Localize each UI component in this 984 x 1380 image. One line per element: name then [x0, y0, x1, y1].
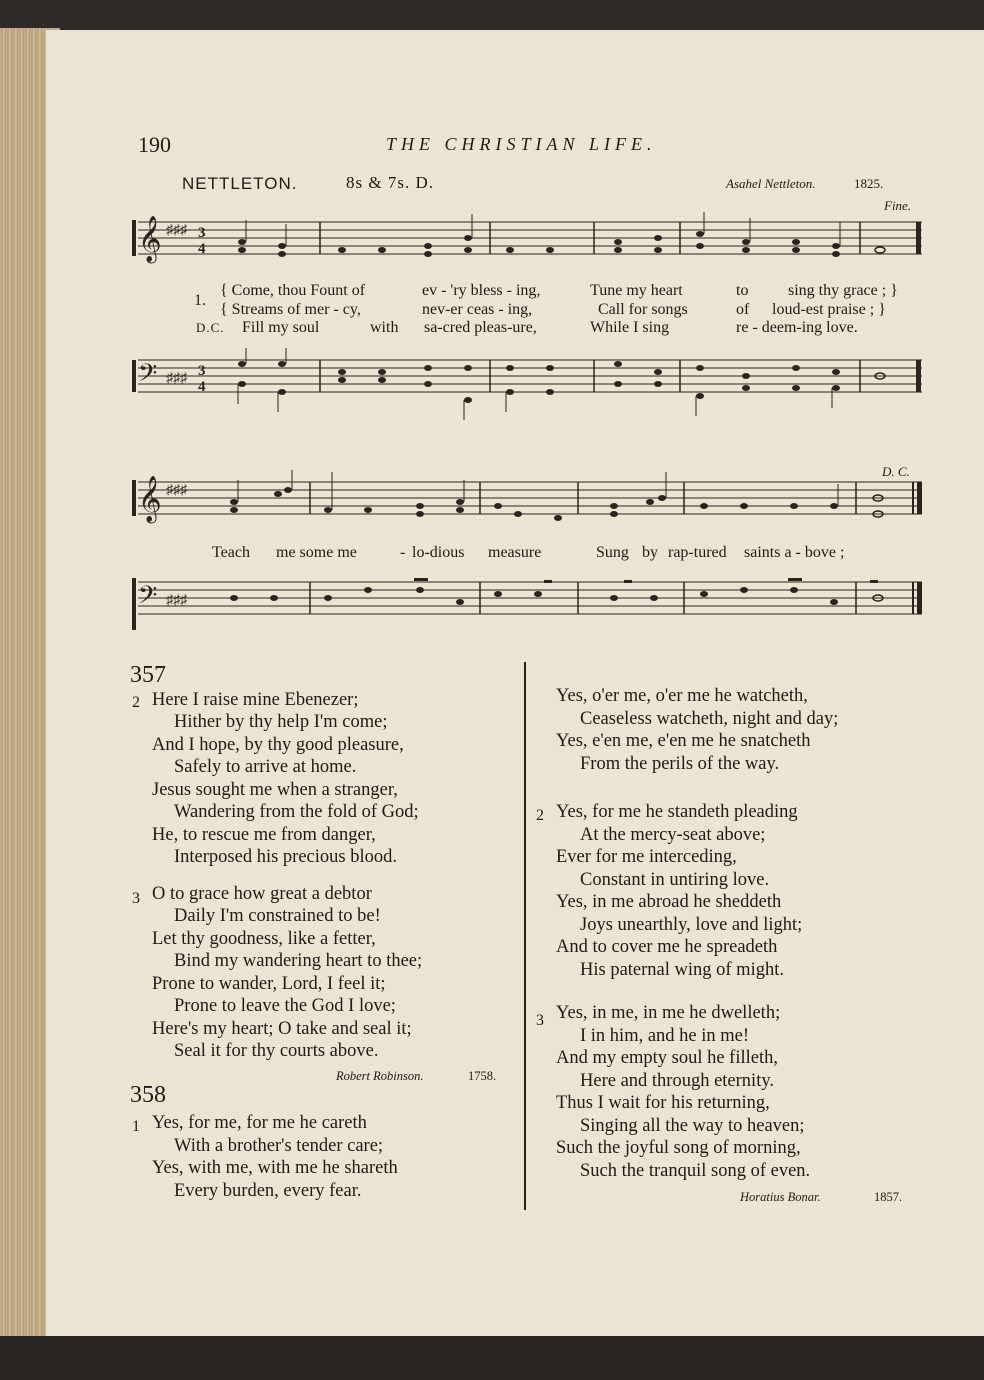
poem-line: Yes, for me he standeth pleading [556, 802, 798, 822]
poem-line: Hither by thy help I'm come; [174, 712, 388, 732]
poem-line: Seal it for thy courts above. [174, 1041, 379, 1061]
author-attribution: Robert Robinson. [336, 1069, 424, 1083]
poem-line: Prone to leave the God I love; [174, 996, 396, 1016]
lyric-syllable: loud-est praise ; } [772, 301, 886, 318]
poem-line: I in him, and he in me! [580, 1026, 750, 1046]
poem-line: O to grace how great a debtor [152, 884, 372, 904]
poem-line: Every burden, every fear. [174, 1181, 362, 1201]
lyric-syllable: - [400, 544, 406, 561]
lyric-syllable: Fill my soul [242, 319, 320, 336]
page-number: 190 [138, 132, 171, 157]
poem-line: And to cover me he spreadeth [556, 937, 778, 957]
poem-line: Such the joyful song of morning, [556, 1138, 801, 1158]
svg-text:3: 3 [198, 363, 206, 379]
bass-staff-system-1 [132, 348, 928, 422]
poem-line: From the perils of the way. [580, 754, 780, 774]
svg-text:♯♯♯: ♯♯♯ [166, 593, 187, 608]
poem-line: Such the tranquil song of even. [580, 1161, 811, 1181]
poem-line: At the mercy-seat above; [580, 825, 766, 845]
poem-line: Constant in untiring love. [580, 870, 770, 890]
lyric-syllable: measure [488, 544, 542, 561]
poem-line: Here I raise mine Ebenezer; [152, 690, 359, 710]
author-year: 1758. [468, 1069, 497, 1083]
lyric-syllable: rap-tured [668, 544, 727, 561]
poem-line: Let thy goodness, like a fetter, [152, 929, 376, 949]
book-cover-bottom [0, 1336, 984, 1380]
poem-line: Prone to wander, Lord, I feel it; [152, 974, 386, 994]
bass-staff-system-2 [132, 570, 928, 632]
stanza-number: 2 [132, 694, 140, 711]
lyric-syllable: { Come, thou Fount of [220, 282, 366, 299]
svg-text:♯♯♯: ♯♯♯ [166, 223, 187, 238]
dc-label: D.C. [196, 320, 225, 335]
poem-line: Singing all the way to heaven; [580, 1116, 805, 1136]
poem-line: Here's my heart; O take and seal it; [152, 1019, 412, 1039]
poem-line: Jesus sought me when a stranger, [152, 780, 398, 800]
lyric-syllable: Call for songs [598, 301, 688, 318]
verse-number: 1. [194, 292, 206, 309]
lyric-syllable: of [736, 301, 750, 318]
poem-line: Yes, in me abroad he sheddeth [556, 892, 782, 912]
poem-line: With a brother's tender care; [174, 1136, 384, 1156]
poem-line: Ever for me interceding, [556, 847, 737, 867]
lyric-syllable: re - deem-ing love. [736, 319, 858, 336]
poem-line: Interposed his precious blood. [174, 847, 397, 867]
lyric-syllable: sing thy grace ; } [788, 282, 898, 299]
book-page [46, 30, 984, 1340]
poem-line: His paternal wing of might. [580, 960, 784, 980]
treble-staff-system-1 [132, 210, 928, 266]
lyric-syllable: lo-dious [412, 544, 465, 561]
poem-line: Joys unearthly, love and light; [580, 915, 803, 935]
tune-meter: 8s & 7s. D. [346, 173, 434, 192]
svg-text:𝄢: 𝄢 [138, 359, 158, 394]
lyric-syllable: nev-er ceas - ing, [422, 301, 533, 318]
lyric-syllable: Teach [212, 544, 250, 561]
book-cover-top [0, 0, 984, 34]
poem-line: Ceaseless watcheth, night and day; [580, 709, 839, 729]
svg-text:4: 4 [198, 379, 206, 395]
stanza-number: 3 [132, 890, 140, 907]
author-attribution: Horatius Bonar. [740, 1190, 821, 1204]
svg-text:𝄞: 𝄞 [138, 216, 162, 262]
poem-line: Safely to arrive at home. [174, 757, 357, 777]
stanza-number: 1 [132, 1118, 140, 1135]
poem-line: Yes, in me, in me he dwelleth; [556, 1003, 781, 1023]
lyric-syllable: with [370, 319, 399, 336]
poem-line: He, to rescue me from danger, [152, 825, 376, 845]
dc-mark: D. C. [882, 464, 910, 479]
svg-text:♯♯♯: ♯♯♯ [166, 483, 187, 498]
lyric-syllable: by [642, 544, 658, 561]
poem-line: And my empty soul he filleth, [556, 1048, 778, 1068]
hymn-number-357: 357 [130, 662, 166, 688]
poem-line: Yes, e'en me, e'en me he snatcheth [556, 731, 811, 751]
svg-text:𝄢: 𝄢 [138, 581, 158, 616]
poem-line: And I hope, by thy good pleasure, [152, 735, 404, 755]
poem-line: Daily I'm constrained to be! [174, 906, 381, 926]
poem-line: Wandering from the fold of God; [174, 802, 419, 822]
lyric-syllable: sa-cred pleas-ure, [424, 319, 537, 336]
lyric-syllable: saints a - bove ; [744, 544, 845, 561]
svg-text:4: 4 [198, 241, 206, 257]
poem-line: Yes, with me, with me he shareth [152, 1158, 398, 1178]
svg-text:𝄞: 𝄞 [138, 476, 162, 522]
column-divider [524, 662, 526, 1210]
poem-line: Bind my wandering heart to thee; [174, 951, 423, 971]
stanza-number: 2 [536, 807, 544, 824]
tune-year: 1825. [854, 176, 884, 191]
poem-line: Here and through eternity. [580, 1071, 775, 1091]
lyric-syllable: to [736, 282, 749, 299]
fine-mark: Fine. [884, 198, 912, 213]
hymn-number-358: 358 [130, 1082, 166, 1108]
poem-line: Yes, for me, for me he careth [152, 1113, 367, 1133]
author-year: 1857. [874, 1190, 903, 1204]
svg-text:♯♯♯: ♯♯♯ [166, 371, 187, 386]
lyric-syllable: Tune my heart [590, 282, 683, 299]
lyric-syllable: Sung [596, 544, 629, 561]
tune-name: NETTLETON. [182, 174, 298, 193]
lyric-syllable: While I sing [590, 319, 670, 336]
running-head: THE CHRISTIAN LIFE. [386, 134, 657, 154]
stanza-number: 3 [536, 1012, 544, 1029]
treble-staff-system-2 [132, 470, 928, 526]
tune-composer: Asahel Nettleton. [726, 176, 816, 191]
poem-line: Thus I wait for his returning, [556, 1093, 770, 1113]
lyric-syllable: { Streams of mer - cy, [220, 301, 361, 318]
poem-line: Yes, o'er me, o'er me he watcheth, [556, 686, 808, 706]
svg-text:3: 3 [198, 225, 206, 241]
lyric-syllable: ev - 'ry bless - ing, [422, 282, 541, 299]
lyric-syllable: me some me [276, 544, 357, 561]
